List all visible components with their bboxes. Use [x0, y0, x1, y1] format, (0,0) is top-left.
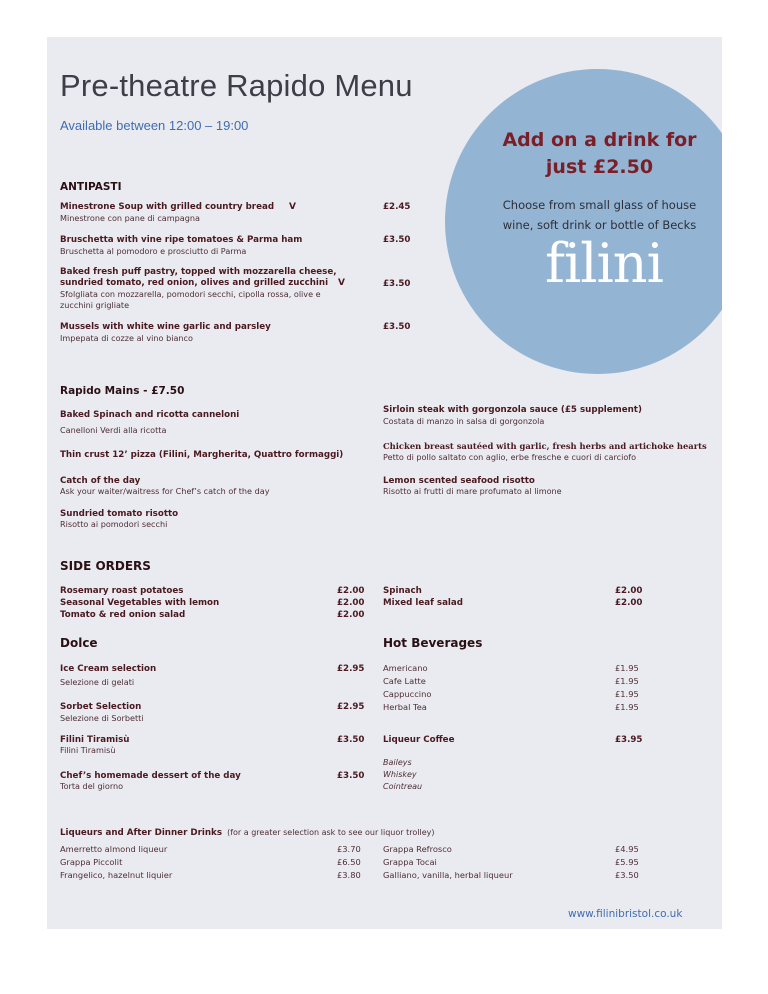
beverage-price: £1.95 — [615, 676, 639, 686]
dolce-item-name: Ice Cream selection — [60, 664, 157, 674]
liqueurs-right-list — [383, 843, 513, 882]
liqueur-price: £3.50 — [615, 870, 639, 880]
antipasti-item-translation: Impepata di cozze al vino bianco — [60, 333, 193, 343]
liqueur-name: Frangelico, hazelnut liquier — [60, 870, 173, 880]
hot-beverages-prices — [615, 662, 639, 714]
mains-item-translation: Risotto ai frutti di mare profumato al limone — [383, 486, 562, 496]
beverage-name: Herbal Tea — [383, 702, 427, 712]
liqueur-name: Grappa Refrosco — [383, 844, 452, 854]
liqueurs-left-prices — [337, 843, 361, 882]
beverage-name: Cappuccino — [383, 689, 432, 699]
beverage-price: £1.95 — [615, 689, 639, 699]
menu-title: Pre-theatre Rapido Menu — [60, 68, 413, 103]
side-orders-heading: SIDE ORDERS — [60, 559, 151, 573]
liqueur-price: £3.80 — [337, 870, 361, 880]
promo-headline-line-1: Add on a drink for — [502, 129, 697, 151]
side-item-name: Mixed leaf salad — [383, 598, 463, 608]
antipasti-item-price: £3.50 — [383, 235, 411, 245]
antipasti-item-name-line-2: sundried tomato, red onion, olives and grilled zucchini — [60, 278, 329, 288]
dolce-item-name: Sorbet Selection — [60, 702, 142, 712]
liqueurs-left-list — [60, 843, 172, 882]
dolce-item-price: £2.95 — [337, 664, 365, 674]
availability-subtitle: Available between 12:00 – 19:00 — [60, 118, 249, 133]
liqueur-option: Baileys — [383, 758, 412, 767]
dolce-heading: Dolce — [60, 636, 98, 650]
promo-text-line-2: wine, soft drink or bottle of Becks — [502, 218, 697, 232]
beverage-name: Cafe Latte — [383, 676, 426, 686]
liqueur-option: Cointreau — [383, 782, 423, 791]
filini-logo: filini — [545, 232, 663, 295]
promo-headline — [477, 127, 722, 181]
liqueurs-heading-row — [60, 820, 434, 839]
side-item-name: Spinach — [383, 586, 422, 596]
antipasti-item-price: £3.50 — [383, 322, 411, 332]
beverage-price: £1.95 — [615, 663, 639, 673]
promo-description — [477, 195, 722, 235]
antipasti-item-price: £3.50 — [383, 279, 411, 289]
antipasti-heading: ANTIPASTI — [60, 181, 122, 193]
liqueur-price: £5.95 — [615, 857, 639, 867]
liqueur-price: £3.70 — [337, 844, 361, 854]
mains-item-name: Catch of the day — [60, 476, 141, 486]
liqueur-coffee-name: Liqueur Coffee — [383, 735, 455, 745]
liqueur-price: £4.95 — [615, 844, 639, 854]
dolce-item-translation: Selezione di gelati — [60, 677, 135, 687]
liqueur-coffee-price: £3.95 — [615, 735, 643, 745]
hot-beverages-heading: Hot Beverages — [383, 636, 483, 650]
side-item-price: £2.00 — [615, 586, 643, 596]
dolce-item-translation: Filini Tiramisù — [60, 745, 116, 755]
dolce-item-price: £3.50 — [337, 735, 365, 745]
liqueurs-heading: Liqueurs and After Dinner Drinks — [60, 828, 222, 838]
side-item-price: £2.00 — [615, 598, 643, 608]
dolce-item-price: £2.95 — [337, 702, 365, 712]
beverage-price: £1.95 — [615, 702, 639, 712]
side-item-price: £2.00 — [337, 586, 365, 596]
liqueurs-right-prices — [615, 843, 639, 882]
vegetarian-marker: V — [338, 278, 345, 288]
mains-item-translation: Canelloni Verdi alla ricotta — [60, 425, 167, 435]
menu-page — [47, 37, 722, 929]
side-item-price: £2.00 — [337, 610, 365, 620]
side-item-name: Seasonal Vegetables with lemon — [60, 598, 220, 608]
antipasti-item-translation-line-2: zucchini grigliate — [60, 300, 130, 310]
antipasti-item-translation-line-1: Sfolgliata con mozzarella, pomodori secchi, cipolla rossa, olive e — [60, 289, 321, 299]
side-item-name: Rosemary roast potatoes — [60, 586, 184, 596]
liqueur-option: Whiskey — [383, 770, 417, 779]
mains-item-name: Thin crust 12’ pizza (Filini, Margherita, Quattro formaggi) — [60, 450, 344, 460]
mains-item-translation: Costata di manzo in salsa di gorgonzola — [383, 416, 545, 426]
dolce-item-translation: Selezione di Sorbetti — [60, 713, 144, 723]
mains-item-name: Lemon scented seafood risotto — [383, 476, 535, 486]
antipasti-item-name: Minestrone Soup with grilled country bread — [60, 202, 275, 212]
liqueurs-note: (for a greater selection ask to see our liquor trolley) — [227, 828, 435, 837]
antipasti-item-name-line-1: Baked fresh puff pastry, topped with mozzarella cheese, — [60, 267, 337, 277]
antipasti-item-translation: Minestrone con pane di campagna — [60, 213, 200, 223]
antipasti-item-name: Mussels with white wine garlic and parsley — [60, 322, 271, 332]
antipasti-item-translation: Bruschetta al pomodoro e prosciutto di Parma — [60, 246, 247, 256]
liqueur-name: Grappa Piccolit — [60, 857, 123, 867]
beverage-name: Americano — [383, 663, 428, 673]
hot-beverages-list — [383, 662, 431, 714]
mains-item-translation: Ask your waiter/waitress for Chef’s catch of the day — [60, 486, 270, 496]
mains-item-name: Chicken breast sautéed with garlic, fresh herbs and artichoke hearts — [383, 441, 707, 451]
promo-headline-line-2: just £2.50 — [545, 156, 654, 178]
dolce-item-name: Chef’s homemade dessert of the day — [60, 771, 241, 781]
mains-item-name: Sirloin steak with gorgonzola sauce (£5 supplement) — [383, 405, 642, 415]
mains-item-translation: Petto di pollo saltato con aglio, erbe fresche e cuori di carciofo — [383, 452, 637, 462]
dolce-item-price: £3.50 — [337, 771, 365, 781]
side-item-price: £2.00 — [337, 598, 365, 608]
mains-item-name: Sundried tomato risotto — [60, 509, 179, 519]
vegetarian-marker: V — [289, 202, 296, 212]
dolce-item-translation: Torta del giorno — [60, 781, 124, 791]
antipasti-item-name: Bruschetta with vine ripe tomatoes & Parma ham — [60, 235, 303, 245]
liqueur-name: Amerretto almond liqueur — [60, 844, 168, 854]
liqueur-name: Galliano, vanilla, herbal liqueur — [383, 870, 513, 880]
promo-text-line-1: Choose from small glass of house — [502, 198, 697, 212]
liqueur-name: Grappa Tocai — [383, 857, 437, 867]
liqueur-coffee-options — [383, 757, 422, 793]
side-item-name: Tomato & red onion salad — [60, 610, 186, 620]
website-link[interactable]: www.filinibristol.co.uk — [568, 908, 683, 920]
mains-heading: Rapido Mains - £7.50 — [60, 385, 185, 397]
liqueur-price: £6.50 — [337, 857, 361, 867]
mains-item-name: Baked Spinach and ricotta canneloni — [60, 410, 240, 420]
antipasti-item-price: £2.45 — [383, 202, 411, 212]
dolce-item-name: Filini Tiramisù — [60, 735, 130, 745]
mains-item-translation: Risotto ai pomodori secchi — [60, 519, 168, 529]
